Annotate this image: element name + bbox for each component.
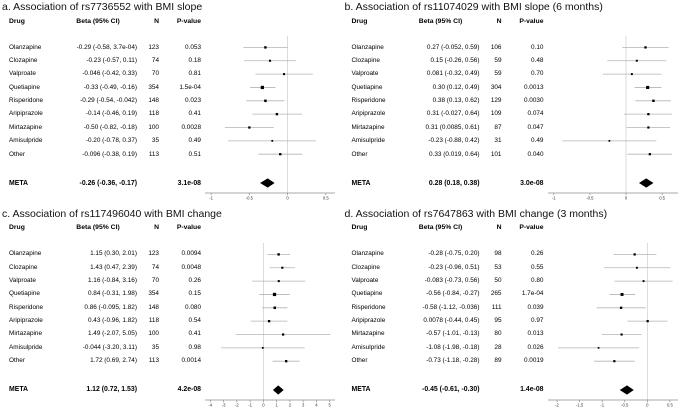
axis-tick-label: 0.5	[666, 402, 673, 407]
drug-name: Clozapine	[351, 57, 380, 65]
meta-p-value: 4.2e-08	[177, 386, 201, 394]
drug-name: Quetiapine	[351, 290, 383, 298]
effect-marker	[642, 280, 644, 282]
effect-marker	[620, 292, 623, 295]
meta-label: META	[9, 179, 29, 187]
n-value: 35	[151, 137, 159, 145]
drug-name: Valproate	[9, 70, 36, 78]
forest-table-row	[0, 287, 201, 300]
meta-n-blank	[137, 177, 159, 190]
col-header-p: P-value	[519, 17, 544, 25]
p-value: 0.023	[185, 97, 201, 105]
forest-plot-svg	[198, 207, 342, 413]
n-value: 31	[494, 137, 502, 145]
drug-name: Other	[351, 150, 368, 158]
axis-tick-label: 0	[262, 402, 265, 407]
axis-tick-label: -1	[209, 195, 213, 201]
beta-ci-value: 0.27 (-0.052, 0.59)	[426, 43, 480, 51]
beta-ci-value: 1.72 (0.69, 2.74)	[90, 357, 137, 364]
p-value: 0.26	[188, 276, 201, 284]
forest-table-row	[343, 301, 544, 314]
p-value: 0.26	[531, 250, 544, 258]
forest-table-row	[343, 134, 544, 147]
effect-marker	[608, 140, 610, 142]
p-value: 0.0094	[181, 250, 201, 258]
forest-table-row	[343, 327, 544, 340]
meta-diamond	[639, 178, 653, 187]
forest-table-row	[0, 67, 201, 80]
forest-table-row	[343, 94, 544, 107]
n-value: 113	[148, 357, 159, 364]
beta-ci-value: -0.23 (-0.57, 0.11)	[86, 57, 137, 65]
p-value: 0.040	[527, 150, 544, 158]
forest-table-row	[0, 354, 201, 367]
n-value: 123	[148, 43, 159, 51]
beta-ci-value: 1.16 (-0.84, 3.16)	[87, 276, 137, 284]
panel-a	[0, 0, 343, 207]
drug-name: Valproate	[351, 276, 379, 284]
beta-ci-value: -0.23 (-0.96, 0.51)	[428, 263, 480, 271]
beta-ci-value: -0.33 (-0.49, -0.16)	[83, 83, 137, 91]
meta-beta-ci: 0.28 (0.18, 0.38)	[428, 179, 480, 187]
drug-name: Clozapine	[9, 57, 38, 65]
p-value: 1.5e-04	[179, 83, 201, 91]
n-value: 106	[490, 43, 502, 51]
drug-name: Quetiapine	[9, 290, 40, 298]
beta-ci-value: -0.56 (-0.84, -0.27)	[426, 290, 480, 298]
p-value: 0.41	[188, 330, 201, 338]
forest-table-row	[343, 41, 544, 54]
axis-tick-label: 0.5	[658, 195, 665, 201]
forest-table-row	[343, 54, 544, 67]
meta-p-value: 1.4e-08	[520, 386, 544, 394]
beta-ci-value: -0.28 (-0.75, 0.20)	[428, 250, 480, 258]
forest-table-row	[0, 54, 201, 67]
effect-marker	[264, 46, 266, 48]
effect-marker	[278, 280, 280, 282]
table-header	[343, 221, 544, 234]
effect-marker	[630, 73, 632, 75]
beta-ci-value: 0.43 (-0.96, 1.82)	[87, 316, 137, 324]
beta-ci-value: 0.15 (-0.26, 0.56)	[430, 57, 480, 65]
p-value: 0.70	[531, 70, 544, 78]
n-value: 53	[494, 263, 502, 271]
axis-tick-label: -1	[599, 402, 604, 407]
forest-table-row	[343, 247, 544, 260]
n-value: 95	[494, 316, 502, 324]
axis-tick-label: -0.5	[585, 195, 593, 201]
drug-name: Amisulpride	[9, 137, 43, 145]
p-value: 0.55	[531, 263, 544, 271]
col-header-beta: Beta (95% CI)	[76, 17, 120, 25]
meta-row	[0, 177, 201, 190]
beta-ci-value: 0.38 (0.13, 0.62)	[432, 97, 480, 105]
n-value: 118	[148, 316, 159, 324]
p-value: 0.41	[188, 110, 201, 118]
drug-name: Valproate	[9, 276, 36, 284]
col-header-p: P-value	[176, 17, 201, 25]
beta-ci-value: -0.20 (-0.78, 0.37)	[85, 137, 137, 145]
drug-name: Mirtazapine	[351, 123, 385, 131]
beta-ci-value: -0.73 (-1.18, -0.28)	[426, 357, 480, 364]
effect-marker	[647, 113, 649, 115]
p-value: 0.0013	[523, 83, 544, 91]
p-value: 0.18	[188, 57, 201, 65]
col-header-beta: Beta (95% CI)	[76, 224, 120, 231]
n-value: 113	[148, 150, 159, 158]
meta-row	[343, 383, 544, 396]
effect-marker	[652, 100, 654, 102]
effect-marker	[271, 140, 273, 142]
forest-table-row	[0, 41, 201, 54]
effect-marker	[277, 253, 279, 255]
drug-name: Risperidone	[9, 303, 44, 311]
panel-d	[343, 207, 685, 413]
n-value: 100	[148, 330, 159, 338]
axis-tick-label: -0.5	[620, 402, 628, 407]
n-value: 123	[148, 250, 159, 258]
beta-ci-value: -0.50 (-0.82, -0.18)	[83, 123, 137, 131]
meta-n-blank	[480, 177, 502, 190]
forest-table-row	[0, 81, 201, 94]
forest-table-row	[0, 107, 201, 120]
beta-ci-value: 0.081 (-0.32, 0.49)	[426, 70, 480, 78]
panel-title: b. Association of rs11074029 with BMI slope (6 months)	[344, 1, 603, 13]
beta-ci-value: -1.08 (-1.98, -0.18)	[426, 343, 480, 351]
n-value: 148	[148, 97, 159, 105]
n-value: 74	[151, 263, 159, 271]
n-value: 101	[490, 150, 502, 158]
effect-marker	[648, 153, 650, 155]
beta-ci-value: -0.046 (-0.42, 0.33)	[82, 70, 137, 78]
meta-label: META	[351, 386, 371, 394]
axis-tick-label: 3	[301, 402, 305, 407]
axis-tick-label: -2	[234, 402, 239, 407]
p-value: 0.0028	[181, 123, 201, 131]
beta-ci-value: -0.23 (-0.88, 0.42)	[428, 137, 480, 145]
effect-marker	[647, 126, 649, 128]
meta-diamond	[273, 385, 284, 394]
col-header-drug: Drug	[351, 17, 368, 25]
forest-plot-svg	[541, 0, 685, 206]
n-value: 265	[490, 290, 502, 298]
effect-marker	[646, 86, 649, 89]
meta-n-blank	[480, 383, 502, 396]
drug-name: Amisulpride	[9, 343, 43, 351]
effect-marker	[248, 126, 250, 128]
n-value: 100	[148, 123, 159, 131]
n-value: 35	[151, 343, 159, 351]
drug-name: Aripiprazole	[351, 110, 386, 118]
meta-row	[0, 383, 201, 396]
n-value: 89	[494, 357, 502, 364]
beta-ci-value: 1.15 (0.30, 2.01)	[90, 250, 137, 258]
effect-marker	[613, 360, 615, 362]
effect-marker	[635, 60, 637, 62]
col-header-drug: Drug	[9, 224, 25, 231]
p-value: 0.074	[527, 110, 544, 118]
panel-b	[343, 0, 685, 207]
beta-ci-value: -0.58 (-1.12, -0.036)	[422, 303, 480, 311]
drug-name: Olanzapine	[9, 250, 42, 258]
p-value: 0.0014	[181, 357, 201, 364]
drug-name: Quetiapine	[351, 83, 383, 91]
axis-tick-label: 2	[288, 402, 292, 407]
drug-name: Clozapine	[9, 263, 38, 271]
p-value: 0.51	[188, 150, 201, 158]
axis-tick-label: 5	[328, 402, 331, 407]
p-value: 0.54	[188, 316, 201, 324]
p-value: 0.15	[188, 290, 201, 298]
p-value: 0.97	[531, 316, 544, 324]
forest-table-row	[0, 261, 201, 274]
axis-tick-label: 4	[315, 402, 318, 407]
drug-name: Other	[9, 357, 25, 364]
beta-ci-value: -0.57 (-1.01, -0.13)	[426, 330, 480, 338]
axis-tick-label: -4	[208, 402, 213, 407]
drug-name: Other	[351, 357, 368, 364]
p-value: 1.7e-04	[521, 290, 544, 298]
effect-marker	[620, 333, 622, 335]
drug-name: Aripiprazole	[9, 316, 43, 324]
drug-name: Risperidone	[351, 303, 386, 311]
forest-plot-svg	[541, 207, 685, 413]
n-value: 59	[494, 70, 502, 78]
p-value: 0.080	[185, 303, 201, 311]
axis-tick-label: 0.5	[322, 195, 329, 201]
forest-table-row	[0, 314, 201, 327]
forest-table-row	[0, 341, 201, 354]
effect-marker	[273, 292, 276, 295]
forest-plot-svg	[198, 0, 342, 206]
forest-table-row	[0, 121, 201, 134]
axis-tick-label: -0.5	[245, 195, 253, 201]
effect-marker	[283, 73, 285, 75]
table-header	[0, 15, 201, 28]
beta-ci-value: 0.31 (0.0085, 0.61)	[425, 123, 480, 131]
axis-tick-label: -1.5	[575, 402, 583, 407]
forest-table-row	[343, 148, 544, 161]
n-value: 80	[494, 330, 502, 338]
forest-table-row	[343, 107, 544, 120]
p-value: 0.98	[188, 343, 201, 351]
n-value: 50	[494, 276, 502, 284]
effect-marker	[644, 46, 646, 48]
effect-marker	[264, 100, 266, 102]
meta-p-value: 3.0e-08	[520, 179, 544, 187]
p-value: 0.0048	[181, 263, 201, 271]
effect-marker	[646, 320, 648, 322]
drug-name: Amisulpride	[351, 137, 385, 145]
drug-name: Clozapine	[351, 263, 380, 271]
axis-tick-label: -3	[221, 402, 226, 407]
col-header-n: N	[154, 224, 159, 231]
p-value: 0.026	[527, 343, 544, 351]
beta-ci-value: -0.29 (-0.58, 3.7e-04)	[76, 43, 137, 51]
n-value: 87	[494, 123, 502, 131]
n-value: 354	[148, 83, 159, 91]
beta-ci-value: -0.14 (-0.46, 0.19)	[85, 110, 137, 118]
n-value: 354	[148, 290, 159, 298]
effect-marker	[282, 333, 284, 335]
col-header-beta: Beta (95% CI)	[418, 224, 463, 231]
p-value: 0.053	[185, 43, 201, 51]
effect-marker	[276, 113, 278, 115]
forest-table-row	[343, 287, 544, 300]
p-value: 0.49	[531, 137, 544, 145]
beta-ci-value: -0.29 (-0.54, -0.042)	[80, 97, 137, 105]
beta-ci-value: 1.43 (0.47, 2.39)	[90, 263, 137, 271]
beta-ci-value: 0.86 (-0.095, 1.82)	[84, 303, 137, 311]
forest-table-row	[0, 94, 201, 107]
table-header	[343, 15, 544, 28]
n-value: 148	[148, 303, 159, 311]
effect-marker	[279, 153, 281, 155]
forest-table-row	[0, 327, 201, 340]
p-value: 0.48	[531, 57, 544, 65]
effect-marker	[262, 346, 264, 348]
drug-name: Valproate	[351, 70, 379, 78]
effect-marker	[597, 346, 599, 348]
col-header-p: P-value	[519, 224, 544, 231]
drug-name: Amisulpride	[351, 343, 385, 351]
n-value: 59	[494, 57, 502, 65]
p-value: 0.10	[531, 43, 544, 51]
effect-marker	[269, 60, 271, 62]
p-value: 0.047	[527, 123, 544, 131]
p-value: 0.80	[531, 276, 544, 284]
beta-ci-value: 0.33 (0.019, 0.64)	[429, 150, 480, 158]
n-value: 28	[494, 343, 502, 351]
col-header-n: N	[496, 224, 502, 231]
drug-name: Olanzapine	[9, 43, 42, 51]
effect-marker	[633, 253, 635, 255]
table-header	[0, 221, 201, 234]
forest-table-row	[343, 274, 544, 287]
drug-name: Olanzapine	[351, 250, 384, 258]
beta-ci-value: 0.84 (-0.31, 1.98)	[87, 290, 137, 298]
beta-ci-value: -0.096 (-0.38, 0.19)	[82, 150, 137, 158]
axis-tick-label: -1	[551, 195, 556, 201]
axis-tick-label: 0	[645, 402, 648, 407]
drug-name: Mirtazapine	[9, 330, 43, 338]
meta-diamond	[619, 385, 633, 394]
beta-ci-value: 0.30 (0.12, 0.49)	[432, 83, 480, 91]
forest-table-row	[343, 121, 544, 134]
p-value: 0.0030	[523, 97, 544, 105]
axis-tick-label: 1	[275, 402, 278, 407]
beta-ci-value: 1.49 (-2.07, 5.05)	[87, 330, 137, 338]
forest-table-row	[0, 247, 201, 260]
axis-tick-label: -2	[554, 402, 559, 407]
meta-diamond	[260, 178, 275, 187]
col-header-beta: Beta (95% CI)	[418, 17, 463, 25]
effect-marker	[635, 266, 637, 268]
drug-name: Mirtazapine	[351, 330, 385, 338]
drug-name: Risperidone	[9, 97, 44, 105]
forest-table-row	[343, 261, 544, 274]
meta-n-blank	[137, 383, 159, 396]
p-value: 0.0019	[523, 357, 544, 364]
forest-table-row	[343, 341, 544, 354]
axis-tick-label: 0	[624, 195, 627, 201]
effect-marker	[281, 266, 283, 268]
forest-table-row	[343, 67, 544, 80]
drug-name: Aripiprazole	[351, 316, 386, 324]
n-value: 118	[148, 110, 159, 118]
beta-ci-value: -0.044 (-3.20, 3.11)	[82, 343, 137, 351]
beta-ci-value: -0.083 (-0.73, 0.56)	[424, 276, 480, 284]
p-value: 0.81	[188, 70, 201, 78]
meta-label: META	[9, 386, 29, 394]
meta-beta-ci: -0.45 (-0.61, -0.30)	[422, 386, 480, 394]
forest-table-row	[0, 301, 201, 314]
n-value: 98	[494, 250, 502, 258]
meta-row	[343, 177, 544, 190]
drug-name: Risperidone	[351, 97, 386, 105]
p-value: 0.49	[188, 137, 201, 145]
n-value: 109	[490, 110, 502, 118]
meta-p-value: 3.1e-08	[177, 179, 201, 187]
n-value: 70	[151, 276, 159, 284]
drug-name: Quetiapine	[9, 83, 40, 91]
n-value: 74	[151, 57, 159, 65]
panel-title: c. Association of rs117496040 with BMI change	[2, 207, 222, 220]
col-header-n: N	[496, 17, 502, 25]
p-value: 0.013	[527, 330, 544, 338]
n-value: 70	[151, 70, 159, 78]
col-header-p: P-value	[176, 224, 201, 231]
meta-label: META	[351, 179, 371, 187]
n-value: 304	[490, 83, 502, 91]
effect-marker	[274, 306, 276, 308]
col-header-drug: Drug	[351, 224, 368, 231]
forest-table-row	[0, 274, 201, 287]
effect-marker	[285, 360, 287, 362]
effect-marker	[619, 306, 621, 308]
drug-name: Mirtazapine	[9, 123, 43, 131]
panel-title: a. Association of rs7736552 with BMI slope	[2, 1, 203, 13]
col-header-drug: Drug	[9, 17, 25, 25]
drug-name: Aripiprazole	[9, 110, 43, 118]
panel-title: d. Association of rs7647863 with BMI change (3 months)	[344, 207, 608, 220]
forest-table-row	[0, 134, 201, 147]
beta-ci-value: 0.0078 (-0.44, 0.45)	[423, 316, 480, 324]
forest-table-row	[343, 354, 544, 367]
meta-beta-ci: 1.12 (0.72, 1.53)	[86, 386, 137, 394]
forest-table-row	[343, 81, 544, 94]
n-value: 111	[491, 303, 502, 311]
meta-beta-ci: -0.26 (-0.36, -0.17)	[79, 179, 137, 187]
forest-table-row	[343, 314, 544, 327]
drug-name: Other	[9, 150, 25, 158]
effect-marker	[268, 319, 270, 321]
n-value: 129	[490, 97, 502, 105]
col-header-n: N	[154, 17, 159, 25]
axis-tick-label: -1	[248, 402, 252, 407]
beta-ci-value: 0.31 (-0.027, 0.64)	[426, 110, 480, 118]
drug-name: Olanzapine	[351, 43, 384, 51]
forest-table-row	[0, 148, 201, 161]
panel-c	[0, 207, 343, 413]
axis-tick-label: 0	[286, 195, 289, 201]
effect-marker	[261, 86, 264, 89]
p-value: 0.039	[527, 303, 544, 311]
